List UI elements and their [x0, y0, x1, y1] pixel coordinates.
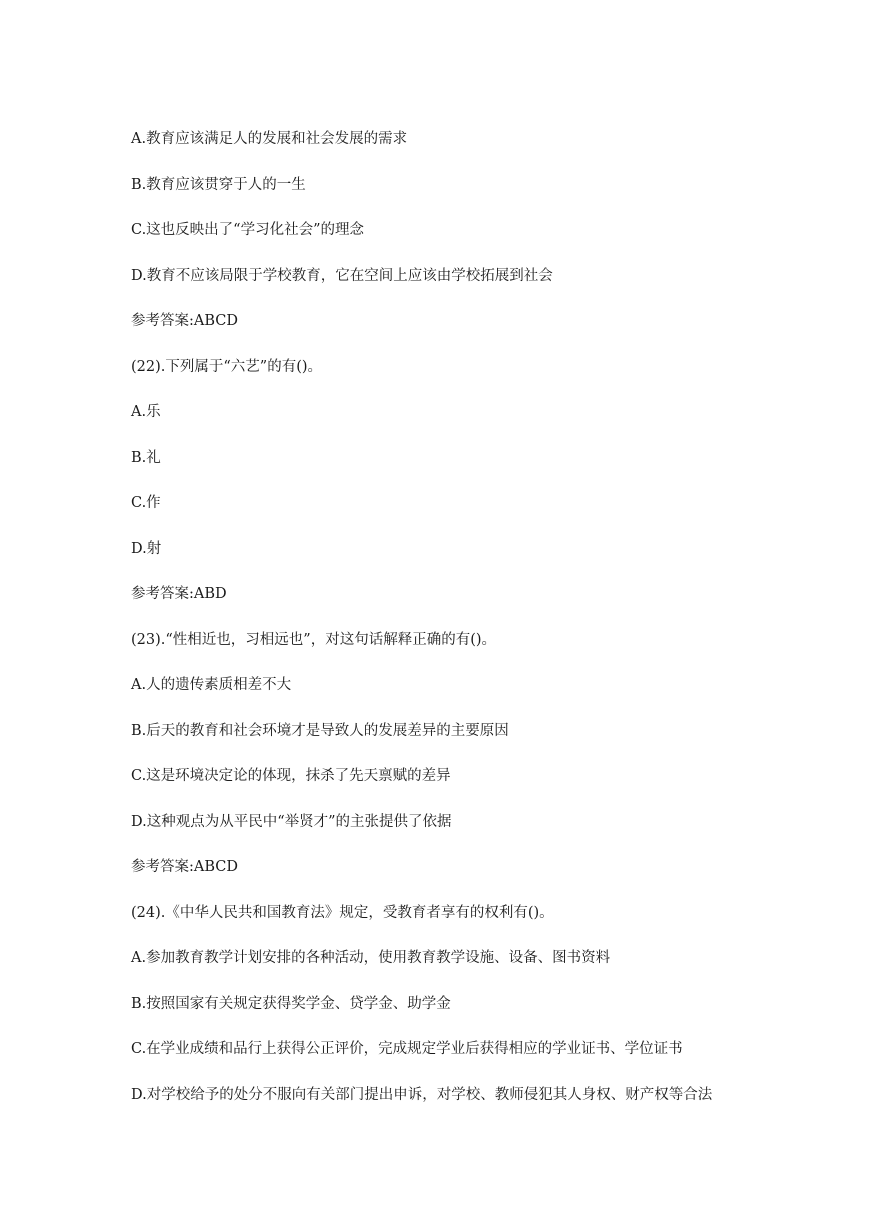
q21-option-c: C.这也反映出了“学习化社会”的理念: [131, 222, 365, 238]
q21-option-a: A.教育应该满足人的发展和社会发展的需求: [131, 131, 408, 147]
q24-option-d: D.对学校给予的处分不服向有关部门提出申诉，对学校、教师侵犯其人身权、财产权等合法: [131, 1087, 713, 1103]
q24-option-b: B.按照国家有关规定获得奖学金、贷学金、助学金: [131, 996, 451, 1012]
q22-option-b: B.礼: [131, 450, 161, 466]
q21-answer: 参考答案:ABCD: [131, 313, 239, 329]
q22-option-c: C.作: [131, 495, 161, 511]
q24-question: (24).《中华人民共和国教育法》规定，受教育者享有的权利有()。: [131, 905, 554, 921]
q22-option-d: D.射: [131, 541, 162, 557]
q23-option-b: B.后天的教育和社会环境才是导致人的发展差异的主要原因: [131, 723, 509, 739]
q23-option-a: A.人的遗传素质相差不大: [131, 677, 292, 693]
q23-option-c: C.这是环境决定论的体现，抹杀了先天禀赋的差异: [131, 768, 451, 784]
q22-answer: 参考答案:ABD: [131, 586, 227, 602]
q22-question: (22).下列属于“六艺”的有()。: [131, 359, 323, 375]
q24-option-c: C.在学业成绩和品行上获得公正评价，完成规定学业后获得相应的学业证书、学位证书: [131, 1041, 683, 1057]
q24-option-a: A.参加教育教学计划安排的各种活动，使用教育教学设施、设备、图书资料: [131, 950, 611, 966]
q22-option-a: A.乐: [131, 404, 161, 420]
q21-option-b: B.教育应该贯穿于人的一生: [131, 177, 306, 193]
q23-option-d: D.这种观点为从平民中“举贤才”的主张提供了依据: [131, 814, 452, 830]
q23-answer: 参考答案:ABCD: [131, 859, 239, 875]
q21-option-d: D.教育不应该局限于学校教育，它在空间上应该由学校拓展到社会: [131, 268, 553, 284]
q23-question: (23).“性相近也，习相远也”，对这句话解释正确的有()。: [131, 632, 497, 648]
